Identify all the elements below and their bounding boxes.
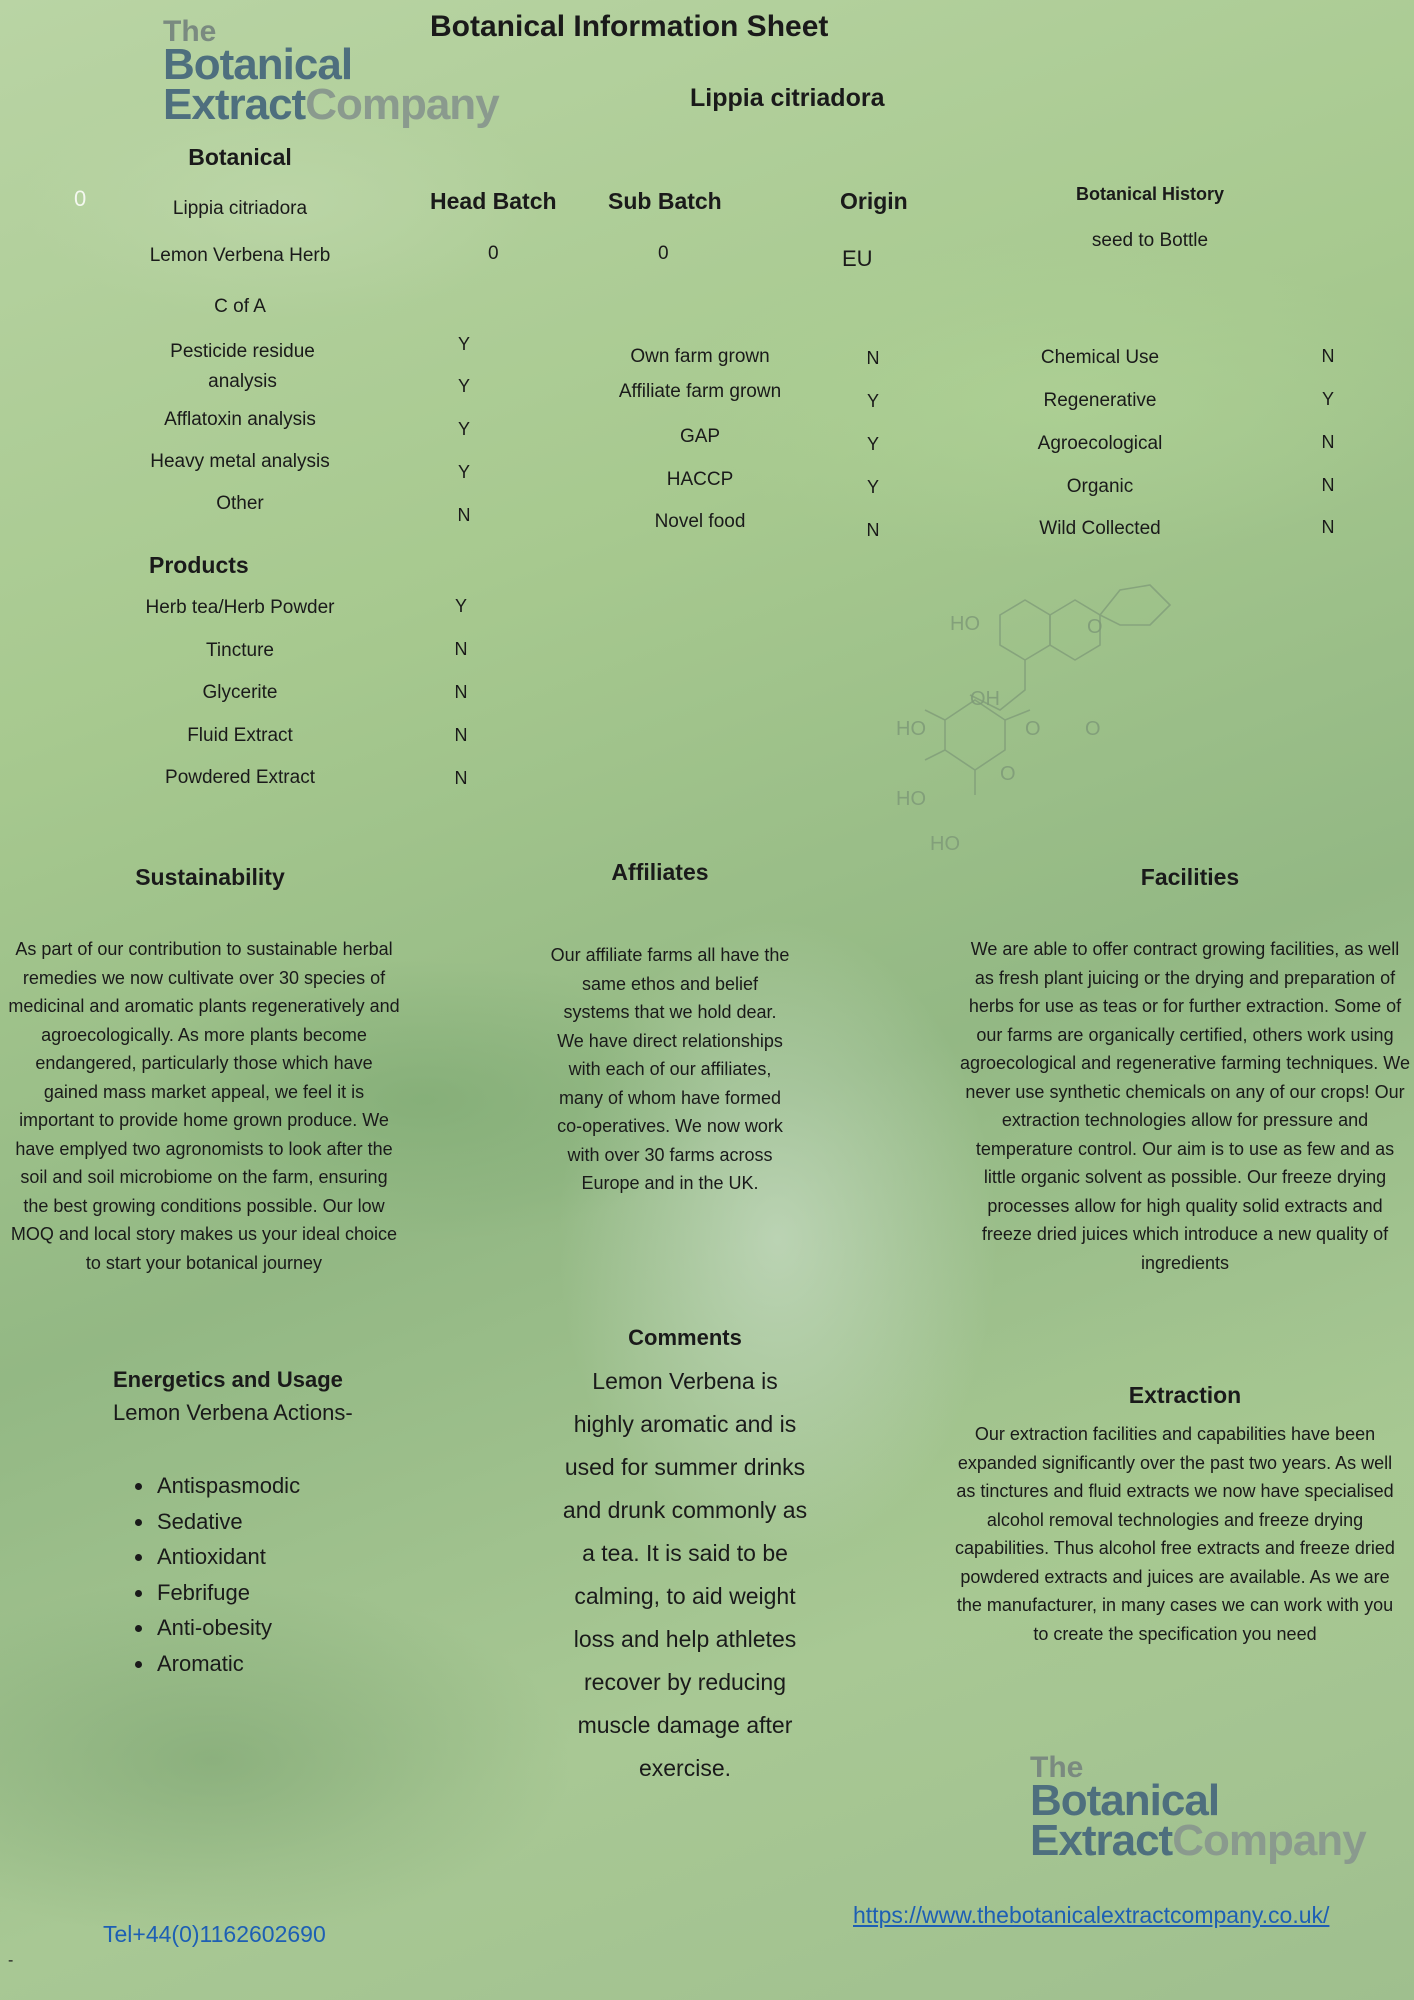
- farm-label-novel: Novel food: [654, 511, 746, 532]
- logo-the: The: [163, 15, 217, 48]
- actions-list: [113, 1468, 300, 1681]
- footer-mark: -: [8, 1952, 14, 1969]
- practice-value-chemical: N: [1321, 346, 1335, 366]
- practice-label-regenerative: Regenerative: [1043, 390, 1157, 411]
- coa-value-3: Y: [457, 419, 470, 439]
- coa-value-2: Y: [457, 376, 470, 396]
- energetics-heading: Energetics and Usage: [113, 1367, 343, 1392]
- product-value-tea: Y: [454, 596, 467, 616]
- affiliates-heading: Affiliates: [611, 859, 709, 885]
- head-batch-label: Head Batch: [430, 188, 557, 214]
- head-batch-value: 0: [488, 243, 499, 264]
- practice-label-organic: Organic: [1066, 476, 1134, 497]
- action-item: • Febrifuge: [155, 1575, 300, 1611]
- coa-value-5: N: [457, 505, 471, 525]
- product-value-powdered: N: [454, 768, 468, 788]
- coa-item-pesticide: Pesticide residue analysis: [170, 341, 315, 392]
- product-label-fluid: Fluid Extract: [187, 725, 293, 746]
- botanical-common-name: Lemon Verbena Herb: [149, 245, 331, 266]
- molecule-label-ho-1: HO: [950, 613, 980, 635]
- logo-line1: Botanical: [1030, 1776, 1220, 1825]
- practice-label-wild: Wild Collected: [1039, 518, 1161, 539]
- energetics-subheading: Lemon Verbena Actions-: [113, 1400, 353, 1425]
- facilities-heading: Facilities: [1140, 864, 1240, 890]
- page-title: Botanical Information Sheet: [430, 10, 829, 43]
- company-logo-bottom: [1030, 1751, 1366, 1865]
- action-item: • Antispasmodic: [155, 1468, 300, 1504]
- practice-value-regenerative: Y: [1321, 389, 1334, 409]
- farm-value-haccp: Y: [866, 477, 879, 497]
- farm-value-gap: Y: [866, 434, 879, 454]
- product-label-powdered: Powdered Extract: [165, 767, 315, 788]
- stray-zero: 0: [74, 186, 87, 211]
- sustainability-text: As part of our contribution to sustainable herbal remedies we now cultivate over 30 species of medicinal and aromatic plants regeneratively and agroecologically. As more plants become endangered, particularly those which have gained mass market appeal, we feel it is important to provide home grown produce. We have emplyed two agronomists to look after the soil and soil microbiome on the farm, ensuring the best growing conditions possible. Our low MOQ and local story makes us your ideal choice to start your botanical journey: [8, 939, 400, 1273]
- action-item: • Antioxidant: [155, 1539, 300, 1575]
- coa-heading: C of A: [214, 296, 266, 317]
- sub-batch-label: Sub Batch: [608, 188, 722, 214]
- molecule-label-oh: OH: [970, 688, 1000, 710]
- product-label-tea: Herb tea/Herb Powder: [145, 597, 335, 618]
- logo-the: The: [1030, 1751, 1084, 1784]
- molecule-label-o-2: O: [1025, 718, 1041, 740]
- molecule-label-ho-2: HO: [896, 718, 926, 740]
- logo-line1: Botanical: [163, 40, 353, 89]
- website-link[interactable]: https://www.thebotanicalextractcompany.co.uk/: [853, 1902, 1330, 1928]
- origin-label: Origin: [840, 188, 908, 214]
- facilities-text: We are able to offer contract growing facilities, as well as fresh plant juicing or the drying and preparation of herbs for use as teas or for further extraction. Some of our farms are organically certified, others work using agroecological and regenerative farming techniques. We never use synthetic chemicals on any of our crops! Our extraction technologies allow for pressure and temperature control. Our aim is to use as few and as little organic solvent as possible. Our freeze drying processes allow for high quality solid extracts and freeze dried juices which introduce a new quality of ingredients: [960, 939, 1410, 1273]
- logo-extract: Extract: [163, 79, 306, 129]
- molecule-watermark: [890, 570, 1230, 870]
- practice-value-organic: N: [1321, 475, 1335, 495]
- product-label-glycerite: Glycerite: [202, 682, 278, 703]
- comments-heading: Comments: [628, 1325, 742, 1350]
- sustainability-heading: Sustainability: [135, 864, 285, 890]
- product-value-fluid: N: [454, 725, 468, 745]
- logo-company: Company: [305, 79, 499, 129]
- practice-value-agroecological: N: [1321, 432, 1335, 452]
- extraction-text: Our extraction facilities and capabilities have been expanded significantly over the past two years. As well as tinctures and fluid extracts we now have specialised alcohol removal technologies and freeze drying capabilities. Thus alcohol free extracts and freeze dried powdered extracts and juices are available. As we are the manufacturer, in many cases we can work with you to create the specification you need: [955, 1424, 1395, 1644]
- farm-label-own: Own farm grown: [630, 346, 770, 367]
- sub-batch-value: 0: [658, 243, 669, 264]
- farm-value-novel: N: [866, 520, 880, 540]
- product-value-glycerite: N: [454, 682, 468, 702]
- farm-label-haccp: HACCP: [666, 469, 734, 490]
- coa-item-afflatoxin: Afflatoxin analysis: [164, 409, 316, 430]
- action-item: • Anti-obesity: [155, 1610, 300, 1646]
- product-value-tincture: N: [454, 639, 468, 659]
- farm-label-gap: GAP: [679, 426, 721, 447]
- botanical-heading: Botanical: [188, 144, 292, 170]
- species-title: Lippia citriadora: [690, 84, 885, 112]
- action-item: • Sedative: [155, 1504, 300, 1540]
- farm-label-affiliate: Affiliate farm grown: [618, 381, 782, 402]
- history-heading: Botanical History: [1075, 184, 1225, 204]
- coa-item-heavy-metal: Heavy metal analysis: [150, 451, 330, 472]
- practice-label-agroecological: Agroecological: [1037, 433, 1163, 454]
- farm-value-own: N: [866, 348, 880, 368]
- practice-value-wild: N: [1321, 517, 1335, 537]
- products-heading: Products: [149, 552, 249, 578]
- molecule-label-o-1: O: [1087, 616, 1103, 638]
- history-value: seed to Bottle: [1091, 230, 1209, 251]
- product-label-tincture: Tincture: [206, 640, 274, 661]
- comments-text: Lemon Verbena is highly aromatic and is used for summer drinks and drunk commonly as a tea. It is said to be calming, to aid weight loss and help athletes recover by reducing muscle damage after exercise.: [562, 1368, 808, 1781]
- molecule-label-o-3: O: [1085, 718, 1101, 740]
- molecule-label-ho-4: HO: [930, 833, 960, 855]
- botanical-name: Lippia citriadora: [172, 198, 308, 219]
- coa-item-other: Other: [216, 493, 264, 514]
- action-item: • Aromatic: [155, 1646, 300, 1682]
- origin-value: EU: [842, 246, 873, 271]
- phone-number: Tel+44(0)1162602690: [103, 1921, 326, 1947]
- extraction-heading: Extraction: [1128, 1382, 1242, 1408]
- logo-company: Company: [1172, 1815, 1366, 1865]
- coa-value-4: Y: [457, 462, 470, 482]
- molecule-label-o-4: O: [1000, 763, 1016, 785]
- farm-value-affiliate: Y: [866, 391, 879, 411]
- affiliates-text: Our affiliate farms all have the same ethos and belief systems that we hold dear. We have direct relationships with each of our affiliates, many of whom have formed co-operatives. We now work with over 30 farms across Europe and in the UK.: [550, 945, 790, 1193]
- molecule-label-ho-3: HO: [896, 788, 926, 810]
- practice-label-chemical: Chemical Use: [1040, 347, 1160, 368]
- logo-extract: Extract: [1030, 1815, 1173, 1865]
- coa-value-1: Y: [457, 334, 470, 354]
